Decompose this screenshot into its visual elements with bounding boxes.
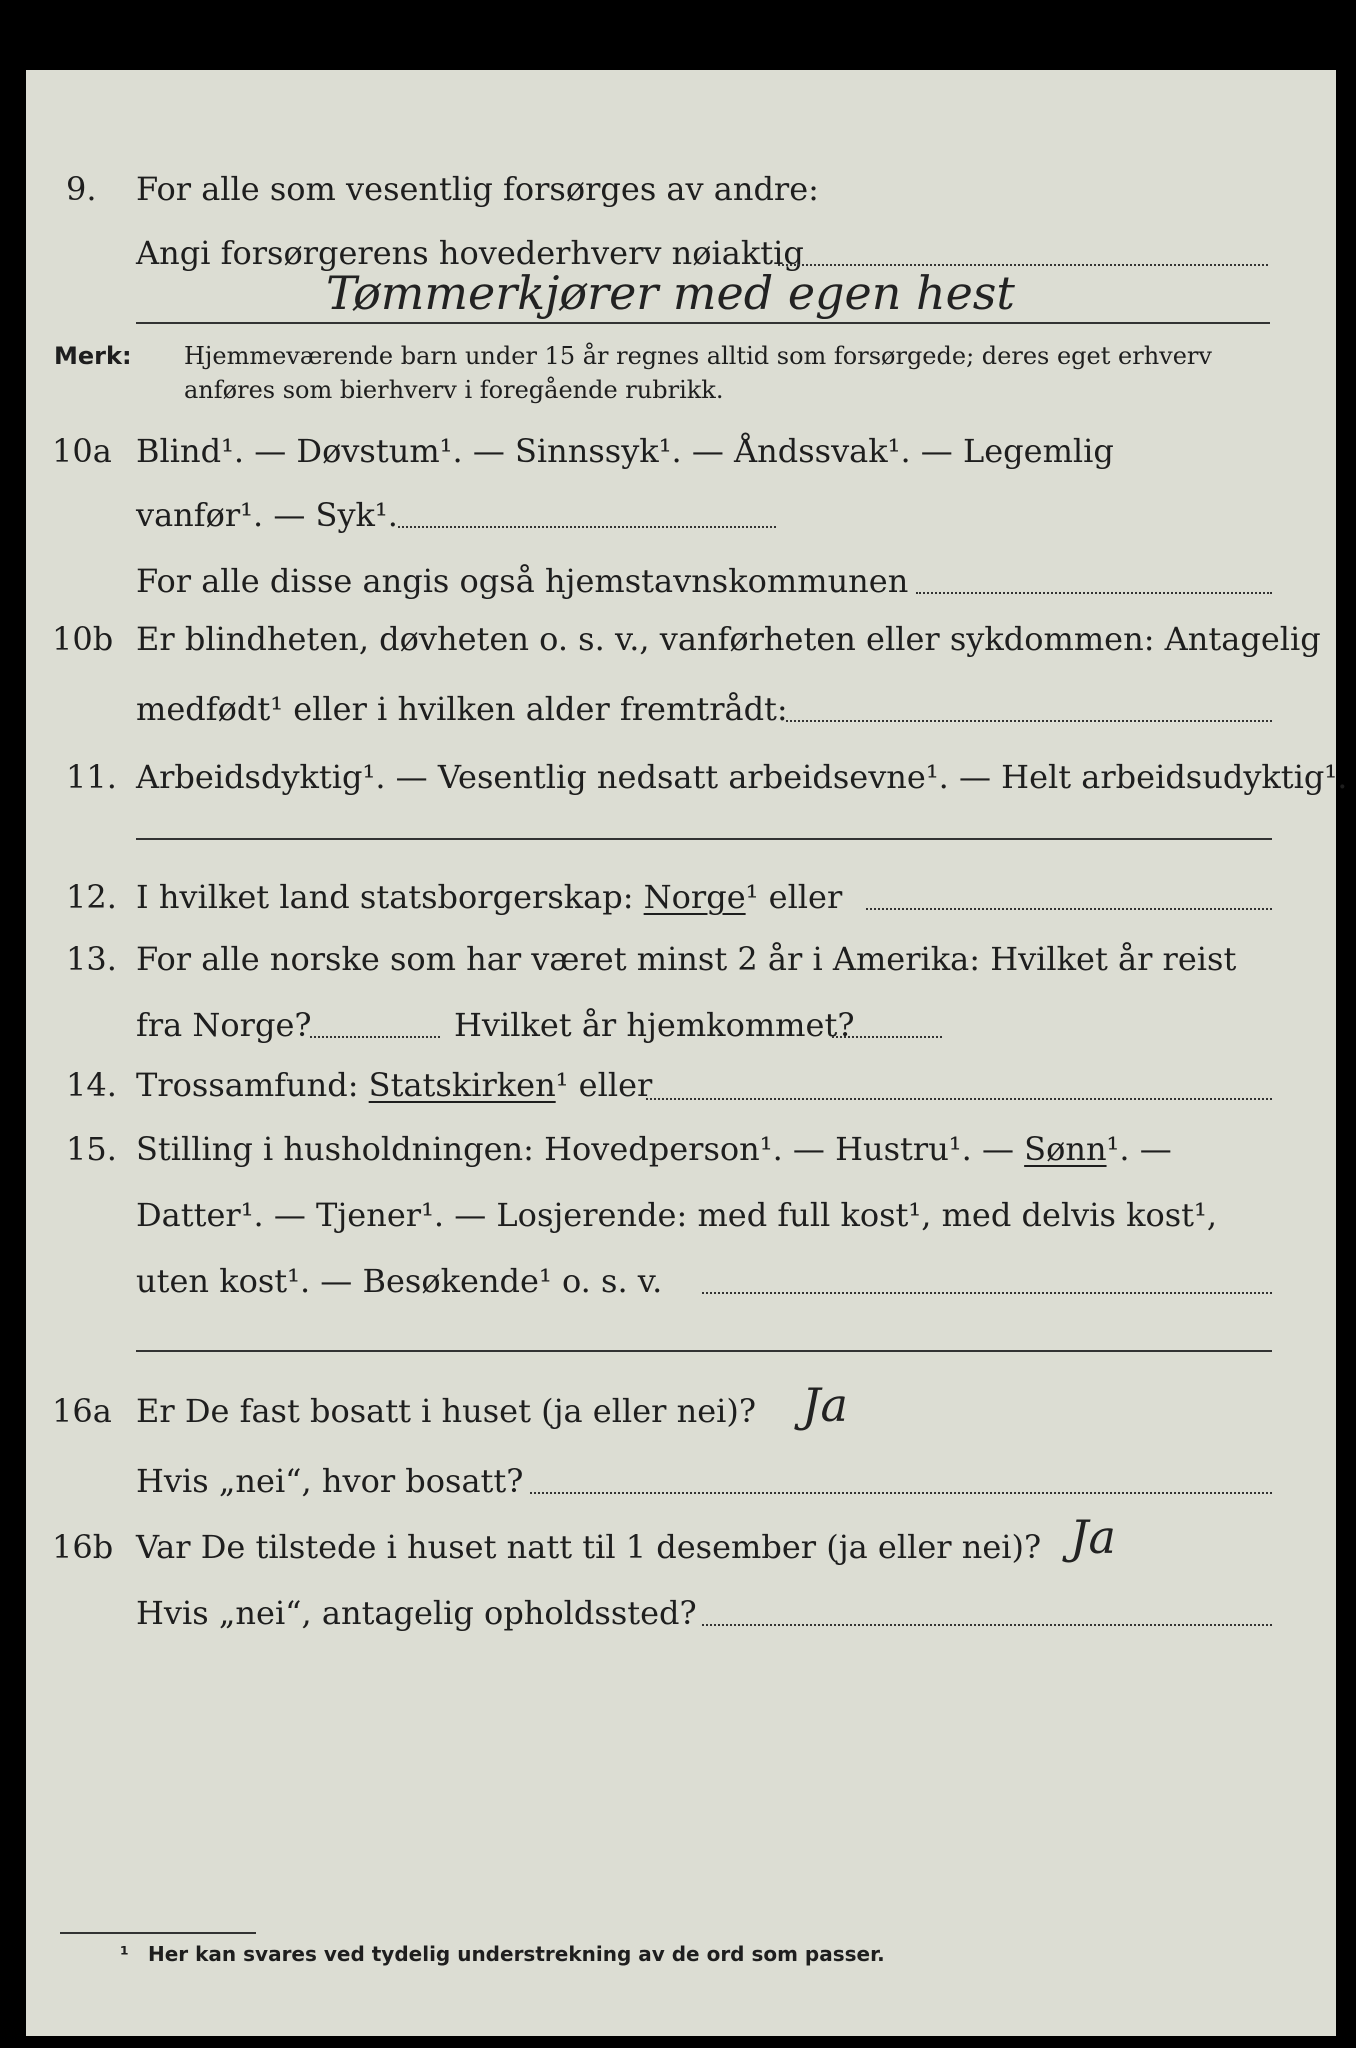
q10a-number: 10a [52, 432, 112, 470]
q15-suffix: ¹. — [1106, 1130, 1172, 1168]
q10b-dotted-line [786, 720, 1272, 722]
q14-prefix: Trossamfund: [136, 1066, 369, 1104]
q15-prefix: Stilling i husholdningen: Hovedperson¹. — Hustru¹. — [136, 1130, 1025, 1168]
q14-underlined-answer[interactable]: Statskirken [368, 1066, 556, 1104]
q12-underlined-answer[interactable]: Norge [643, 878, 746, 916]
q16b-text: Var De tilstede i huset natt til 1 desember (ja eller nei)? [136, 1528, 1042, 1566]
footnote-text: Her kan svares ved tydelig understrekning av de ord som passer. [148, 1942, 885, 1966]
q10a-text-2: vanfør¹. — Syk¹. [136, 496, 398, 534]
q10a-dotted-line [398, 526, 776, 528]
q13-return-dotted-line [832, 1036, 942, 1038]
q11-answer-line [136, 838, 1272, 840]
q9-handwritten-answer[interactable]: Tømmerkjører med egen hest [326, 266, 1015, 320]
q16b-text-2: Hvis „nei“, antagelig opholdssted? [136, 1594, 697, 1632]
q12-dotted-line [866, 908, 1272, 910]
q10a-text-3: For alle disse angis også hjemstavnskommunen [136, 562, 909, 600]
q16b-number: 16b [52, 1528, 114, 1566]
q13-number: 13. [66, 940, 117, 978]
q13-text: For alle norske som har været minst 2 år i Amerika: Hvilket år reist [136, 940, 1237, 978]
q15-underlined-answer[interactable]: Sønn [1024, 1130, 1107, 1168]
q11-text: Arbeidsdyktig¹. — Vesentlig nedsatt arbeidsevne¹. — Helt arbeidsudyktig¹. [136, 758, 1348, 796]
q15-dotted-line [702, 1292, 1272, 1294]
q15-text [136, 1130, 1172, 1168]
q13-departure-dotted-line [310, 1036, 440, 1038]
q11-number: 11. [66, 758, 117, 796]
q12-prefix: I hvilket land statsborgerskap: [136, 878, 644, 916]
q10b-text: Er blindheten, døvheten o. s. v., vanførheten eller sykdommen: Antagelig [136, 620, 1321, 658]
q10a-home-dotted-line [916, 592, 1272, 594]
q13-return-label: Hvilket år hjemkommet? [454, 1006, 855, 1044]
q14-text [136, 1066, 652, 1104]
q15-text-3: uten kost¹. — Besøkende¹ o. s. v. [136, 1262, 663, 1300]
q9-answer-line [136, 322, 1270, 324]
q16a-text: Er De fast bosatt i huset (ja eller nei)? [136, 1392, 757, 1430]
q16b-handwritten-answer[interactable]: Ja [1070, 1510, 1116, 1564]
merk-line-2: anføres som bierhverv i foregående rubrikk. [184, 376, 724, 404]
footnote-mark: ¹ [120, 1942, 129, 1966]
q9-number: 9. [66, 170, 97, 208]
census-form-page [26, 70, 1348, 2036]
q15-answer-line [136, 1350, 1272, 1352]
merk-label: Merk: [54, 342, 132, 370]
q10a-text: Blind¹. — Døvstum¹. — Sinnssyk¹. — Åndssvak¹. — Legemlig [136, 432, 1114, 470]
merk-line-1: Hjemmeværende barn under 15 år regnes alltid som forsørgede; deres eget erhverv [184, 342, 1212, 370]
q14-number: 14. [66, 1066, 117, 1104]
q15-text-2: Datter¹. — Tjener¹. — Losjerende: med full kost¹, med delvis kost¹, [136, 1196, 1218, 1234]
footnote-rule [60, 1932, 256, 1934]
q12-number: 12. [66, 878, 117, 916]
q12-text [136, 878, 842, 916]
q16a-number: 16a [52, 1392, 112, 1430]
q10b-text-2: medfødt¹ eller i hvilken alder fremtrådt: [136, 690, 788, 728]
q12-suffix: ¹ eller [745, 878, 843, 916]
q14-dotted-line [646, 1098, 1272, 1100]
q16a-text-2: Hvis „nei“, hvor bosatt? [136, 1462, 524, 1500]
q9-text: For alle som vesentlig forsørges av andre: [136, 170, 819, 208]
q14-suffix: ¹ eller [555, 1066, 653, 1104]
q9-provider-label: Angi forsørgerens hovederhverv nøiaktig [136, 234, 804, 272]
q13-departure-label: fra Norge? [136, 1006, 312, 1044]
q16a-dotted-line [530, 1492, 1272, 1494]
q16a-handwritten-answer[interactable]: Ja [802, 1378, 848, 1432]
q10b-number: 10b [52, 620, 114, 658]
q16b-dotted-line [702, 1624, 1272, 1626]
q15-number: 15. [66, 1130, 117, 1168]
